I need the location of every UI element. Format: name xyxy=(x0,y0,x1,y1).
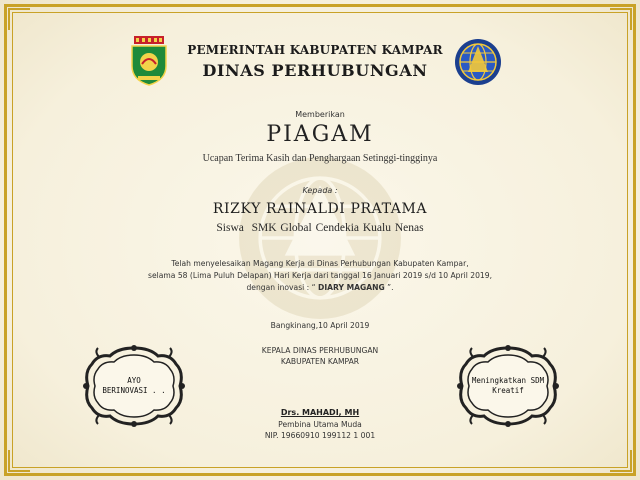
to-label: Kepada : xyxy=(302,186,338,195)
certificate-title: PIAGAM xyxy=(266,122,374,147)
corner-ornament xyxy=(8,8,30,30)
ornament-line: Kreatif xyxy=(492,386,524,395)
signer-rank: Pembina Utama Muda xyxy=(278,420,362,429)
certificate-description xyxy=(0,258,640,294)
government-title: PEMERINTAH KABUPATEN KAMPAR xyxy=(187,43,443,57)
certificate-subtitle: Ucapan Terima Kasih dan Penghargaan Setinggi-tingginya xyxy=(202,153,438,164)
description-line xyxy=(0,282,640,294)
ornament-line: BERINOVASI . . xyxy=(102,386,166,395)
right-ornament-text xyxy=(454,344,562,428)
description-line: Telah menyelesaikan Magang Kerja di Dinas Perhubungan Kabupaten Kampar, xyxy=(171,259,469,268)
position-line: KABUPATEN KAMPAR xyxy=(280,357,360,366)
left-ornament-text xyxy=(80,344,188,428)
signer-name: Drs. MAHADI, MH xyxy=(280,408,360,417)
innovation-suffix: ”. xyxy=(384,283,394,292)
recipient-name: RIZKY RAINALDI PRATAMA xyxy=(212,201,428,217)
corner-ornament xyxy=(610,450,632,472)
recipient-school: Siswa SMK Global Cendekia Kualu Nenas xyxy=(216,222,424,234)
transport-emblem-watermark-icon xyxy=(232,150,408,326)
right-ornament-frame xyxy=(454,344,562,428)
ornament-line: AYO xyxy=(127,376,141,385)
corner-ornament xyxy=(8,450,30,472)
place-and-date: Bangkinang,10 April 2019 xyxy=(270,321,370,330)
ministry-of-transportation-emblem-icon xyxy=(454,38,502,86)
intro-text: Memberikan xyxy=(295,110,345,119)
left-ornament-frame xyxy=(80,344,188,428)
corner-ornament xyxy=(610,8,632,30)
signer-nip: NIP. 19660910 199112 1 001 xyxy=(264,431,376,440)
kampar-regency-emblem-icon xyxy=(128,36,170,86)
description-line: selama 58 (Lima Puluh Delapan) Hari Kerja dari tanggal 16 Januari 2019 s/d 10 April 2019, xyxy=(148,271,492,280)
position-line: KEPALA DINAS PERHUBUNGAN xyxy=(261,346,379,355)
innovation-prefix: dengan inovasi : “ xyxy=(246,283,319,292)
department-title: DINAS PERHUBUNGAN xyxy=(202,61,428,80)
innovation-name: DIARY MAGANG xyxy=(318,283,385,292)
ornament-line: Meningkatkan SDM xyxy=(471,376,545,385)
